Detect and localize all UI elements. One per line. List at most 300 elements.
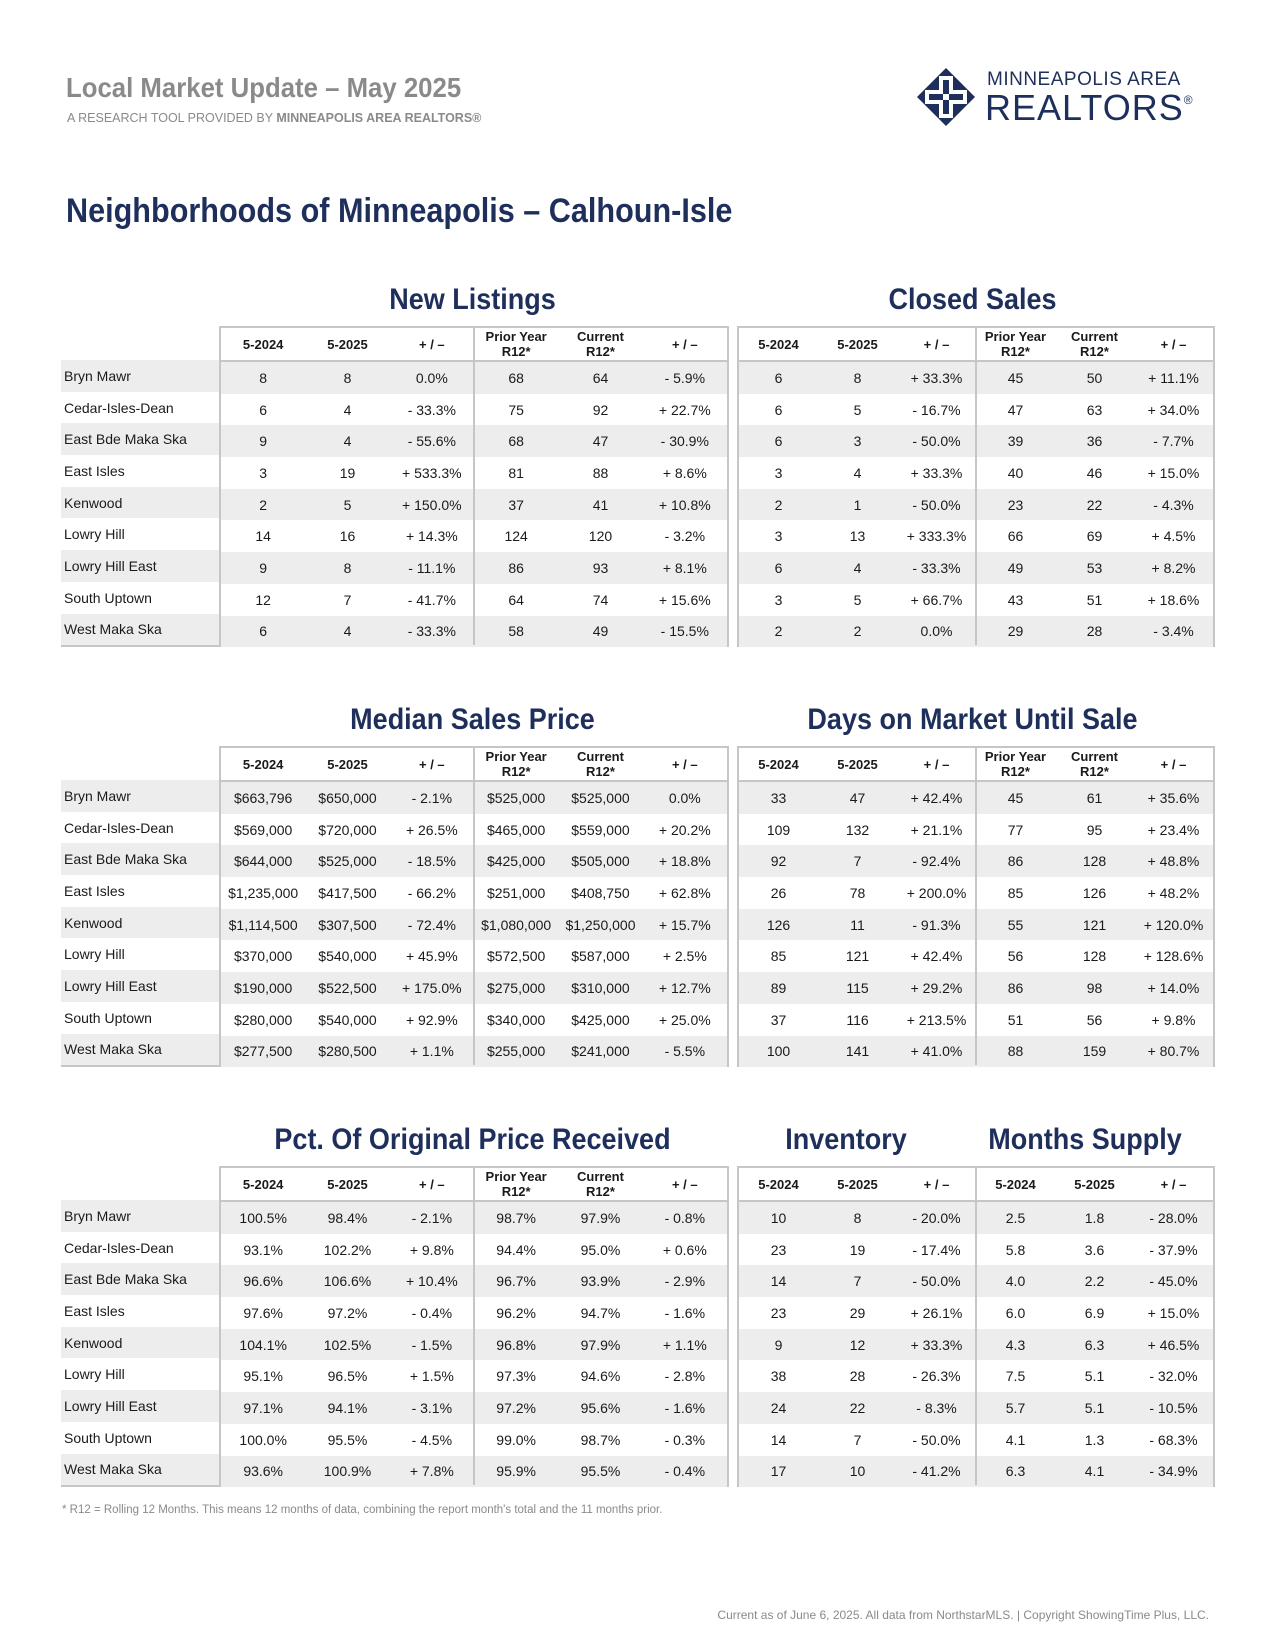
table-cell: 104.1% xyxy=(239,1336,287,1353)
table-cell: 51 xyxy=(1086,591,1103,608)
table-cell: + 34.0% xyxy=(1147,401,1200,418)
table-cell: 64 xyxy=(508,591,524,608)
table-cell: $1,114,500 xyxy=(228,916,298,933)
section-title-pct-original-price: Pct. Of Original Price Received xyxy=(274,1123,671,1156)
neighborhood-name: East Bde Maka Ska xyxy=(61,843,219,875)
table-cell: 96.8% xyxy=(496,1336,536,1353)
table-cell: - 68.3% xyxy=(1149,1431,1198,1448)
table-cell: 95.5% xyxy=(580,1463,621,1480)
table-cell: 126 xyxy=(1082,884,1107,901)
column-header: + / – xyxy=(671,1176,698,1192)
table-cell: 45 xyxy=(1007,789,1024,806)
table-cell: 95.1% xyxy=(243,1368,284,1385)
table-cell: 93.6% xyxy=(243,1463,284,1480)
table-cell: 69 xyxy=(1086,528,1103,545)
table-cell: 45 xyxy=(1007,369,1024,386)
table-cell: 5 xyxy=(853,401,862,418)
table-cell: 68 xyxy=(508,369,524,386)
column-header: Prior Year R12* xyxy=(485,749,547,779)
table-cell: + 22.7% xyxy=(658,401,711,418)
table-cell: 92 xyxy=(770,853,787,870)
table-cell: 97.9% xyxy=(580,1336,621,1353)
table-cell: 53 xyxy=(1086,560,1103,577)
table-cell: 39 xyxy=(1007,433,1024,450)
neighborhood-name: Lowry Hill xyxy=(64,1366,125,1383)
column-divider xyxy=(473,328,475,645)
table-cell: 55 xyxy=(1007,916,1024,933)
column-header: 5-2025 xyxy=(327,1176,368,1192)
table-cell: 17 xyxy=(770,1463,787,1480)
column-divider xyxy=(975,748,977,1065)
table-cell: - 50.0% xyxy=(912,496,961,513)
table-cell: $241,000 xyxy=(571,1043,630,1060)
table-cell: + 20.2% xyxy=(658,821,711,838)
table-cell: 9 xyxy=(259,433,268,450)
table-cell: + 14.3% xyxy=(405,528,458,545)
column-header: 5-2024 xyxy=(995,1176,1036,1192)
table-cell: 109 xyxy=(766,821,791,838)
table-cell: + 10.4% xyxy=(405,1273,458,1290)
column-header: Prior Year R12* xyxy=(984,749,1047,779)
table-cell: 128 xyxy=(1082,853,1107,870)
column-header: Prior Year R12* xyxy=(485,1169,547,1199)
table-cell: - 16.7% xyxy=(912,401,961,418)
table-cell: - 0.4% xyxy=(664,1463,706,1480)
footer: Current as of June 6, 2025. All data from NorthstarMLS. | Copyright ShowingTime Plus, LLC. xyxy=(717,1608,1209,1622)
table-cell: + 14.0% xyxy=(1147,980,1200,997)
names-bottom-rule xyxy=(61,1485,219,1487)
table-cell: - 0.4% xyxy=(411,1304,453,1321)
neighborhood-name: East Bde Maka Ska xyxy=(61,1263,219,1295)
table-cell: 0.0% xyxy=(668,789,701,806)
table-cell: 14 xyxy=(770,1431,787,1448)
table-cell: 9 xyxy=(774,1336,783,1353)
table-cell: 7 xyxy=(343,591,352,608)
neighborhood-name: Kenwood xyxy=(61,1327,219,1359)
table-cell: 4 xyxy=(853,464,862,481)
table-cell: + 8.6% xyxy=(662,464,707,481)
table-cell: 92 xyxy=(592,401,609,418)
table-cell: 97.3% xyxy=(496,1368,536,1385)
column-header: Current R12* xyxy=(577,749,624,779)
table-cell: 95.0% xyxy=(580,1241,621,1258)
table-cell: $525,000 xyxy=(486,789,546,806)
table-cell: 16 xyxy=(339,528,356,545)
table-cell: + 42.4% xyxy=(910,948,963,965)
table-cell: 94.7% xyxy=(580,1304,621,1321)
table-cell: 63 xyxy=(1086,401,1103,418)
table-cell: + 15.6% xyxy=(658,591,711,608)
neighborhood-name: Lowry Hill East xyxy=(61,550,219,582)
table-cell: 94.4% xyxy=(496,1241,536,1258)
neighborhood-name: Kenwood xyxy=(61,907,219,939)
table-cell: + 8.1% xyxy=(662,560,707,577)
table-cell: 33 xyxy=(770,789,787,806)
table-cell: 86 xyxy=(1007,853,1024,870)
table-cell: 97.9% xyxy=(580,1209,621,1226)
table-cell: $650,000 xyxy=(318,789,377,806)
table-cell: 5 xyxy=(853,591,862,608)
table-cell: 121 xyxy=(1082,916,1107,933)
table-cell: 9 xyxy=(259,560,268,577)
table-cell: - 26.3% xyxy=(912,1368,961,1385)
column-header: + / – xyxy=(418,756,445,772)
table-cell: + 1.5% xyxy=(409,1368,454,1385)
table-cell: 85 xyxy=(1007,884,1024,901)
table-cell: 6.9 xyxy=(1084,1304,1105,1321)
table-cell: 124 xyxy=(504,528,528,545)
column-divider xyxy=(975,1168,977,1485)
table-cell: - 50.0% xyxy=(912,1431,961,1448)
table-cell: 4.3 xyxy=(1005,1336,1026,1353)
column-header: + / – xyxy=(1160,336,1187,352)
table-cell: 37 xyxy=(770,1011,787,1028)
table-cell: 126 xyxy=(766,916,791,933)
table-cell: + 41.0% xyxy=(910,1043,963,1060)
table-cell: 47 xyxy=(1007,401,1024,418)
table-cell: - 4.3% xyxy=(1153,496,1194,513)
table-cell: 22 xyxy=(849,1400,866,1417)
table-cell: + 15.0% xyxy=(1147,1304,1200,1321)
table-cell: - 33.3% xyxy=(407,623,456,640)
column-header: 5-2025 xyxy=(837,1176,878,1192)
table-cell: 94.1% xyxy=(327,1400,368,1417)
table-cell: $644,000 xyxy=(233,853,293,870)
table-cell: - 5.5% xyxy=(664,1043,706,1060)
table-cell: $1,235,000 xyxy=(228,884,299,901)
table-cell: 97.6% xyxy=(243,1304,284,1321)
table-cell: - 91.3% xyxy=(912,916,961,933)
table-cell: + 120.0% xyxy=(1143,916,1204,933)
table-cell: - 3.1% xyxy=(411,1400,453,1417)
table-cell: 7 xyxy=(853,853,862,870)
column-divider xyxy=(473,748,475,1065)
column-header: + / – xyxy=(671,336,698,352)
table-cell: 86 xyxy=(1007,980,1024,997)
table-cell: + 48.2% xyxy=(1147,884,1200,901)
table-cell: 0.0% xyxy=(920,623,953,640)
table-cell: + 1.1% xyxy=(662,1336,707,1353)
table-cell: - 34.9% xyxy=(1149,1463,1198,1480)
neighborhood-name: Lowry Hill xyxy=(64,946,125,963)
table-cell: 58 xyxy=(508,623,524,640)
table-cell: 8 xyxy=(343,560,352,577)
logo-line2: REALTORS® xyxy=(985,87,1194,128)
table-cell: - 45.0% xyxy=(1149,1273,1198,1290)
neighborhood-names xyxy=(61,1166,219,1487)
table-cell: + 33.3% xyxy=(910,369,963,386)
table-cell: 64 xyxy=(592,369,609,386)
table-cell: 37 xyxy=(508,496,524,513)
neighborhood-name: South Uptown xyxy=(64,1429,152,1446)
table-cell: + 92.9% xyxy=(405,1011,458,1028)
neighborhood-name: Bryn Mawr xyxy=(61,780,219,812)
table-cell: 46 xyxy=(1086,464,1103,481)
table-cell: + 11.1% xyxy=(1148,369,1199,386)
table-cell: 85 xyxy=(770,948,787,965)
table-cell: 14 xyxy=(255,528,271,545)
table-cell: 97.1% xyxy=(243,1400,284,1417)
neighborhood-name: Lowry Hill xyxy=(64,526,125,543)
table-cell: - 33.3% xyxy=(407,401,456,418)
subtitle-brand: MINNEAPOLIS AREA REALTORS® xyxy=(276,111,482,125)
table-cell: + 25.0% xyxy=(658,1011,711,1028)
table-cell: 49 xyxy=(592,623,609,640)
table-cell: 8 xyxy=(343,369,352,386)
table-cell: 0.0% xyxy=(415,369,448,386)
table-cell: 100.5% xyxy=(239,1209,287,1226)
table-cell: $505,000 xyxy=(571,853,630,870)
column-header: + / – xyxy=(923,756,950,772)
table-cell: 7 xyxy=(853,1273,862,1290)
neighborhood-name: Kenwood xyxy=(61,487,219,519)
table-cell: + 48.8% xyxy=(1147,853,1200,870)
table-cell: $572,500 xyxy=(486,948,546,965)
table-cell: 19 xyxy=(339,464,356,481)
table-cell: 4 xyxy=(343,433,352,450)
table-cell: 95 xyxy=(1086,821,1103,838)
table-cell: 22 xyxy=(1086,496,1103,513)
column-header: + / – xyxy=(418,336,445,352)
table-cell: 4 xyxy=(343,623,352,640)
table-cell: 3 xyxy=(259,464,268,481)
table-cell: + 46.5% xyxy=(1147,1336,1200,1353)
table-cell: $540,000 xyxy=(318,948,377,965)
table-cell: 4 xyxy=(343,401,352,418)
table-cell: 2 xyxy=(774,496,783,513)
table-cell: + 26.1% xyxy=(910,1304,963,1321)
table-cell: - 55.6% xyxy=(407,433,456,450)
new-listings-table xyxy=(219,326,729,647)
table-cell: 159 xyxy=(1082,1043,1107,1060)
neighborhood-name: East Isles xyxy=(64,462,125,479)
table-cell: 23 xyxy=(770,1241,787,1258)
table-cell: 94.6% xyxy=(580,1368,621,1385)
table-cell: $663,796 xyxy=(233,789,293,806)
table-cell: - 2.1% xyxy=(411,1209,453,1226)
table-cell: + 66.7% xyxy=(910,591,963,608)
neighborhood-name: Bryn Mawr xyxy=(61,1200,219,1232)
table-cell: $540,000 xyxy=(318,1011,377,1028)
table-cell: + 33.3% xyxy=(910,1336,963,1353)
table-cell: 28 xyxy=(1086,623,1103,640)
table-cell: - 18.5% xyxy=(407,853,456,870)
table-cell: + 42.4% xyxy=(910,789,963,806)
table-cell: 38 xyxy=(770,1368,787,1385)
table-cell: 50 xyxy=(1086,369,1103,386)
table-cell: - 10.5% xyxy=(1149,1400,1198,1417)
table-cell: - 5.9% xyxy=(664,369,706,386)
table-cell: 56 xyxy=(1086,1011,1103,1028)
table-cell: 4 xyxy=(853,560,862,577)
table-cell: 93.9% xyxy=(580,1273,621,1290)
table-cell: 24 xyxy=(770,1400,787,1417)
neighborhood-name: South Uptown xyxy=(64,1009,152,1026)
table-cell: - 37.9% xyxy=(1149,1241,1198,1258)
table-cell: 4.0 xyxy=(1005,1273,1026,1290)
column-header: Prior Year R12* xyxy=(984,329,1047,359)
table-cell: 96.2% xyxy=(496,1304,536,1321)
table-cell: + 29.2% xyxy=(910,980,963,997)
column-header: Current R12* xyxy=(577,329,624,359)
page-title: Neighborhoods of Minneapolis – Calhoun-Isle xyxy=(66,192,733,230)
table-cell: $1,250,000 xyxy=(565,916,636,933)
table-cell: + 45.9% xyxy=(405,948,458,965)
section-title-inventory: Inventory xyxy=(785,1123,907,1156)
table-cell: $522,500 xyxy=(318,980,377,997)
table-cell: $340,000 xyxy=(486,1011,546,1028)
names-bottom-rule xyxy=(61,1065,219,1067)
table-cell: $417,500 xyxy=(318,884,377,901)
table-cell: 3 xyxy=(774,464,783,481)
table-cell: 95.9% xyxy=(496,1463,536,1480)
table-cell: - 4.5% xyxy=(411,1431,453,1448)
column-header: + / – xyxy=(923,336,950,352)
table-cell: $307,500 xyxy=(318,916,377,933)
table-cell: 96.7% xyxy=(496,1273,536,1290)
names-bottom-rule xyxy=(61,645,219,647)
table-cell: 98.4% xyxy=(327,1209,368,1226)
table-cell: - 8.3% xyxy=(916,1400,957,1417)
table-cell: $190,000 xyxy=(233,980,293,997)
table-cell: 100.9% xyxy=(323,1463,372,1480)
table-cell: 29 xyxy=(1007,623,1024,640)
logo-cross-icon xyxy=(915,66,977,128)
table-cell: 98 xyxy=(1086,980,1103,997)
table-cell: - 66.2% xyxy=(407,884,456,901)
table-cell: - 2.8% xyxy=(664,1368,706,1385)
table-cell: - 50.0% xyxy=(912,1273,961,1290)
table-cell: + 175.0% xyxy=(402,980,462,997)
table-cell: + 0.6% xyxy=(662,1241,707,1258)
column-header: 5-2024 xyxy=(242,756,284,772)
table-cell: 41 xyxy=(592,496,609,513)
table-cell: 40 xyxy=(1007,464,1024,481)
table-cell: 28 xyxy=(849,1368,866,1385)
table-cell: 6 xyxy=(259,401,268,418)
table-cell: 23 xyxy=(1007,496,1024,513)
table-cell: - 50.0% xyxy=(912,433,961,450)
table-cell: 4.1 xyxy=(1084,1463,1105,1480)
pct-original-price-table xyxy=(219,1166,729,1487)
table-cell: 43 xyxy=(1007,591,1024,608)
table-cell: $370,000 xyxy=(233,948,293,965)
table-cell: - 72.4% xyxy=(407,916,456,933)
table-cell: 88 xyxy=(592,464,609,481)
inventory-months-supply-table xyxy=(737,1166,1215,1487)
column-divider xyxy=(473,1168,475,1485)
table-cell: - 41.7% xyxy=(407,591,456,608)
table-cell: $1,080,000 xyxy=(481,916,552,933)
table-cell: 2 xyxy=(259,496,268,513)
table-cell: + 2.5% xyxy=(662,948,707,965)
column-header: 5-2024 xyxy=(758,756,799,772)
column-header: Current R12* xyxy=(1071,329,1118,359)
table-cell: 5.1 xyxy=(1084,1368,1105,1385)
table-cell: + 9.8% xyxy=(1151,1011,1196,1028)
table-cell: 86 xyxy=(508,560,524,577)
report-subtitle: A RESEARCH TOOL PROVIDED BY MINNEAPOLIS AREA REALTORS® xyxy=(67,111,482,125)
table-cell: - 17.4% xyxy=(912,1241,961,1258)
table-cell: 47 xyxy=(849,789,866,806)
table-cell: 10 xyxy=(770,1209,787,1226)
table-cell: + 9.8% xyxy=(409,1241,454,1258)
column-header: + / – xyxy=(671,756,698,772)
report-title: Local Market Update – May 2025 xyxy=(66,72,462,103)
table-cell: 89 xyxy=(770,980,787,997)
table-cell: 102.5% xyxy=(323,1336,372,1353)
table-cell: 128 xyxy=(1082,948,1107,965)
column-header: 5-2025 xyxy=(327,756,368,772)
column-divider xyxy=(975,328,977,645)
column-header: 5-2024 xyxy=(758,1176,799,1192)
table-cell: 3 xyxy=(774,591,783,608)
table-cell: $251,000 xyxy=(486,884,546,901)
table-cell: - 0.8% xyxy=(664,1209,706,1226)
column-header: 5-2024 xyxy=(242,1176,284,1192)
table-cell: - 28.0% xyxy=(1149,1209,1198,1226)
table-cell: - 11.1% xyxy=(408,560,456,577)
table-cell: $559,000 xyxy=(571,821,630,838)
table-cell: $255,000 xyxy=(486,1043,546,1060)
column-header: + / – xyxy=(1160,1176,1187,1192)
closed-sales-table xyxy=(737,326,1215,647)
table-cell: $310,000 xyxy=(571,980,630,997)
table-cell: 3.6 xyxy=(1084,1241,1105,1258)
table-cell: 120 xyxy=(588,528,613,545)
table-cell: - 32.0% xyxy=(1149,1368,1198,1385)
table-cell: 121 xyxy=(845,948,870,965)
table-cell: 116 xyxy=(846,1011,869,1028)
table-cell: 12 xyxy=(849,1336,866,1353)
table-cell: 77 xyxy=(1007,821,1024,838)
column-header: 5-2024 xyxy=(242,336,284,352)
table-cell: - 7.7% xyxy=(1153,433,1194,450)
column-header: 5-2025 xyxy=(837,336,878,352)
table-cell: 75 xyxy=(508,401,524,418)
table-cell: 5.7 xyxy=(1005,1400,1026,1417)
table-cell: + 35.6% xyxy=(1147,789,1200,806)
section-title-months-supply: Months Supply xyxy=(988,1123,1182,1156)
table-cell: + 12.7% xyxy=(658,980,711,997)
table-cell: 8 xyxy=(853,1209,862,1226)
table-cell: 19 xyxy=(849,1241,866,1258)
table-cell: 102.2% xyxy=(323,1241,372,1258)
table-cell: 141 xyxy=(845,1043,870,1060)
table-cell: - 20.0% xyxy=(912,1209,961,1226)
table-cell: 8 xyxy=(259,369,268,386)
table-cell: 5 xyxy=(343,496,352,513)
table-cell: 14 xyxy=(770,1273,787,1290)
table-cell: 10 xyxy=(849,1463,866,1480)
neighborhood-name: Lowry Hill East xyxy=(61,1390,219,1422)
table-cell: 36 xyxy=(1086,433,1103,450)
column-header: 5-2025 xyxy=(327,336,368,352)
table-cell: + 80.7% xyxy=(1147,1043,1200,1060)
column-header: 5-2025 xyxy=(837,756,878,772)
table-cell: 56 xyxy=(1007,948,1024,965)
neighborhood-name: West Maka Ska xyxy=(61,614,219,646)
table-cell: + 18.6% xyxy=(1147,591,1200,608)
table-cell: + 7.8% xyxy=(409,1463,454,1480)
table-cell: - 1.6% xyxy=(664,1400,706,1417)
neighborhood-name: East Isles xyxy=(64,1302,125,1319)
table-cell: 95.6% xyxy=(580,1400,621,1417)
table-cell: 51 xyxy=(1007,1011,1024,1028)
table-cell: $280,500 xyxy=(318,1043,377,1060)
table-cell: - 3.2% xyxy=(664,528,706,545)
table-cell: 12 xyxy=(255,591,271,608)
